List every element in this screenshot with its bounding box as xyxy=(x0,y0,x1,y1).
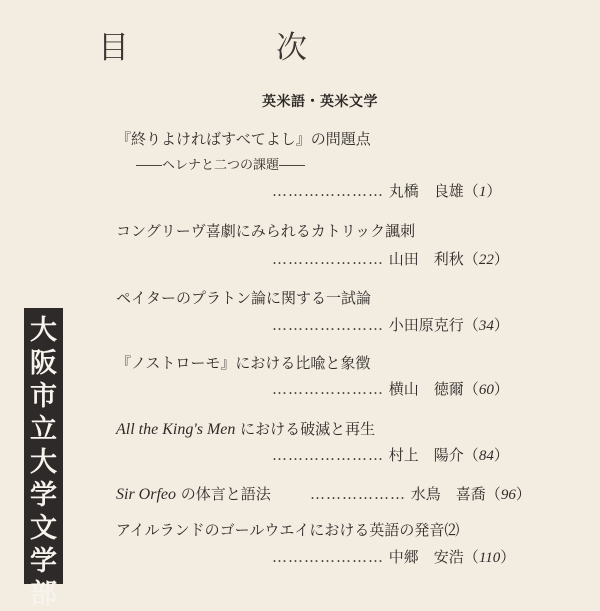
toc-entry-author-line: ………………… 横山 徳爾（60） xyxy=(272,380,509,398)
author-name: 丸橋 良雄 xyxy=(388,182,464,200)
side-band-char: 学 xyxy=(30,480,57,511)
author-name: 水鳥 喜喬 xyxy=(410,485,486,503)
author-name: 小田原克行 xyxy=(388,316,464,334)
leader-dots: ……………… xyxy=(310,485,406,503)
page-number: 60 xyxy=(478,382,494,398)
toc-entry-author-line: ……………… 水鳥 喜喬（96） xyxy=(310,485,531,503)
leader-dots: ………………… xyxy=(272,380,384,398)
leader-dots: ………………… xyxy=(272,446,384,464)
side-band-char: 大 xyxy=(30,447,57,478)
section-heading: 英米語・英米文学 xyxy=(262,94,378,110)
page-title: 目 次 xyxy=(98,30,365,66)
leader-dots: ………………… xyxy=(272,548,384,566)
leader-dots: ………………… xyxy=(272,182,384,200)
author-name: 村上 陽介 xyxy=(388,446,464,464)
page-number: 1 xyxy=(478,184,487,200)
toc-entry-title-en: Sir Orfeo xyxy=(116,486,176,503)
side-band-char: 部 xyxy=(30,579,57,610)
side-band-char: 立 xyxy=(30,414,57,445)
page-number: 22 xyxy=(478,252,494,268)
page-number: 110 xyxy=(478,550,501,566)
toc-entry-title xyxy=(116,418,375,439)
toc-entry-title xyxy=(116,483,271,504)
page-number: 34 xyxy=(478,318,494,334)
toc-entry-author-line: ………………… 中郷 安浩（110） xyxy=(272,548,516,566)
toc-entry-title: 『終りよければすべてよし』の問題点 xyxy=(116,130,371,148)
toc-entry-title-en: All the King's Men xyxy=(116,421,236,438)
side-band-char: 阪 xyxy=(30,348,57,379)
toc-entry-title-ja: における破滅と再生 xyxy=(235,420,376,438)
side-band-char: 文 xyxy=(30,513,57,544)
toc-entry-title: コングリーヴ喜劇にみられるカトリック諷刺 xyxy=(116,222,416,240)
leader-dots: ………………… xyxy=(272,316,384,334)
toc-entry-title: ペイターのプラトン論に関する一試論 xyxy=(116,289,372,307)
toc-entry-title: 『ノストローモ』における比喩と象徴 xyxy=(116,354,371,372)
toc-entry-author-line: ………………… 山田 利秋（22） xyxy=(272,250,509,268)
publisher-side-band xyxy=(24,308,63,610)
page-number: 84 xyxy=(478,448,494,464)
toc-entry-title: アイルランドのゴールウエイにおける英語の発音⑵ xyxy=(116,521,460,539)
side-band-char: 大 xyxy=(30,315,57,346)
author-name: 中郷 安浩 xyxy=(388,548,464,566)
toc-entry-title-ja: の体言と語法 xyxy=(176,485,271,503)
side-band-char: 市 xyxy=(30,381,57,412)
page-number: 96 xyxy=(500,487,516,503)
author-name: 山田 利秋 xyxy=(388,250,464,268)
toc-entry-author-line: ………………… 丸橋 良雄（1） xyxy=(272,182,502,200)
toc-entry-subtitle: ――ヘレナと二つの課題―― xyxy=(136,158,306,173)
toc-entry-author-line: ………………… 村上 陽介（84） xyxy=(272,446,509,464)
side-band-char: 学 xyxy=(30,546,57,577)
leader-dots: ………………… xyxy=(272,250,384,268)
toc-entry-author-line: ………………… 小田原克行（34） xyxy=(272,316,509,334)
author-name: 横山 徳爾 xyxy=(388,380,464,398)
